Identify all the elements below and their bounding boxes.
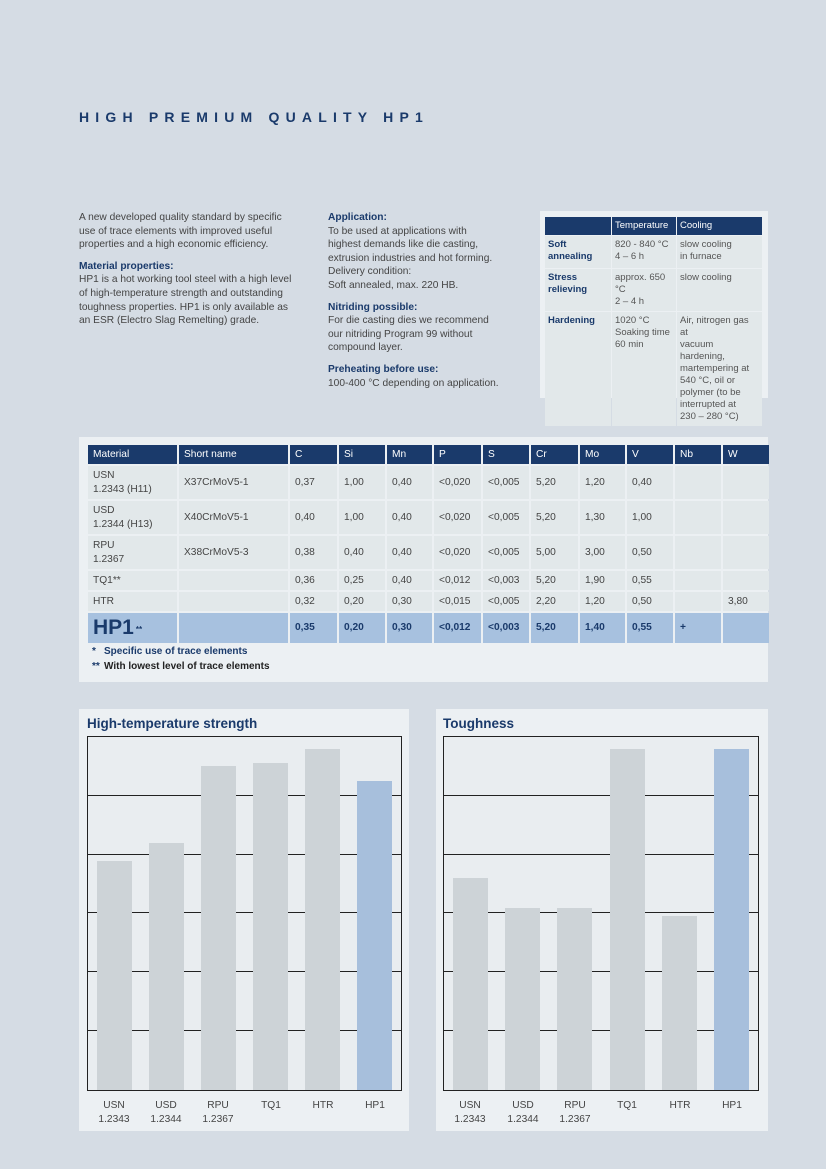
toughness-chart-plot [443, 736, 759, 1091]
strength-gridline [88, 971, 401, 972]
composition-cell: 0,40 [290, 501, 337, 534]
table-row [545, 236, 762, 268]
composition-header-cell: C [290, 445, 337, 464]
composition-table [86, 443, 771, 645]
composition-cell: <0,020 [434, 501, 481, 534]
intro-text: A new developed quality standard by specific use of trace elements with improved useful properties and a high economic efficiency. [79, 212, 282, 251]
strength-x-label: HTR [312, 1100, 334, 1111]
toughness-bar-usn [453, 878, 488, 1090]
composition-cell: 2,20 [531, 592, 578, 611]
hp1-row [88, 613, 769, 643]
composition-cell [675, 466, 721, 499]
toughness-x-label: RPU 1.2367 [559, 1100, 591, 1125]
toughness-bar-usd [505, 908, 540, 1090]
strength-gridline [88, 912, 401, 913]
composition-cell: RPU 1.2367 [88, 536, 177, 569]
composition-cell [179, 592, 288, 611]
toughness-bar-htr [662, 916, 697, 1090]
composition-cell: 0,40 [339, 536, 385, 569]
composition-cell [675, 571, 721, 590]
composition-cell: 3,80 [723, 592, 769, 611]
toughness-gridline [444, 971, 758, 972]
heat-treatment-row-label: Hardening [545, 312, 611, 426]
table-row [88, 536, 769, 569]
heat-treatment-header-row [545, 217, 762, 235]
toughness-gridline [444, 912, 758, 913]
preheating-heading: Preheating before use: [328, 363, 439, 375]
composition-cell: <0,005 [483, 501, 529, 534]
footnote-text: Specific use of trace elements [104, 646, 248, 657]
composition-header-cell: V [627, 445, 673, 464]
composition-cell: <0,005 [483, 592, 529, 611]
composition-cell: 1,20 [580, 466, 625, 499]
strength-gridline [88, 795, 401, 796]
composition-cell: 0,20 [339, 592, 385, 611]
heat-treatment-header-cell: Temperature [612, 217, 676, 235]
composition-cell: 0,37 [290, 466, 337, 499]
strength-x-label: HP1 [365, 1100, 385, 1111]
strength-bar-usd [149, 843, 184, 1090]
composition-header-cell: Material [88, 445, 177, 464]
hp1-cell: <0,003 [483, 613, 529, 643]
table-row [88, 592, 769, 611]
composition-header-cell: S [483, 445, 529, 464]
strength-bar-tq1 [253, 763, 288, 1090]
composition-cell: TQ1** [88, 571, 177, 590]
footnote-1 [92, 646, 247, 657]
hp1-name-mark: ** [135, 625, 143, 634]
toughness-x-label: USD 1.2344 [507, 1100, 539, 1125]
heat-treatment-row-label: Stress relieving [545, 269, 611, 311]
toughness-x-label: TQ1 [617, 1100, 637, 1111]
strength-gridline [88, 1030, 401, 1031]
composition-cell: 1,90 [580, 571, 625, 590]
table-row [545, 312, 762, 426]
hp1-cell: + [675, 613, 721, 643]
toughness-x-label: HP1 [722, 1100, 742, 1111]
composition-cell: <0,015 [434, 592, 481, 611]
composition-header-cell: Cr [531, 445, 578, 464]
strength-bar-rpu [201, 766, 236, 1090]
toughness-x-label: HTR [669, 1100, 691, 1111]
composition-cell: HTR [88, 592, 177, 611]
composition-cell: 5,20 [531, 501, 578, 534]
heat-treatment-table [544, 216, 763, 427]
composition-cell [675, 592, 721, 611]
toughness-bar-rpu [557, 908, 592, 1090]
composition-header-cell: Si [339, 445, 385, 464]
table-row [545, 269, 762, 311]
composition-cell: <0,020 [434, 466, 481, 499]
strength-x-label: TQ1 [261, 1100, 281, 1111]
composition-body [88, 466, 769, 643]
composition-cell: 1,00 [339, 466, 385, 499]
hp1-cell: 0,30 [387, 613, 432, 643]
composition-cell: 1,00 [339, 501, 385, 534]
composition-cell: 1,00 [627, 501, 673, 534]
composition-cell: 0,55 [627, 571, 673, 590]
composition-cell [179, 571, 288, 590]
page-title: HIGH PREMIUM QUALITY HP1 [79, 109, 430, 125]
table-row [88, 571, 769, 590]
composition-cell: 1,20 [580, 592, 625, 611]
toughness-bar-hp1 [714, 749, 749, 1090]
heat-treatment-row-label: Soft annealing [545, 236, 611, 268]
hp1-cell: 0,35 [290, 613, 337, 643]
heat-treatment-header-cell [545, 217, 611, 235]
composition-cell: 3,00 [580, 536, 625, 569]
composition-cell [723, 536, 769, 569]
hp1-cell: 0,20 [339, 613, 385, 643]
material-properties-heading: Material properties: [79, 260, 174, 272]
composition-cell: 0,36 [290, 571, 337, 590]
table-row [88, 501, 769, 534]
strength-gridline [88, 854, 401, 855]
composition-cell: 0,30 [387, 592, 432, 611]
heat-treatment-temperature: 1020 °C Soaking time 60 min [612, 312, 676, 426]
intro-column [79, 211, 304, 328]
composition-cell: 5,00 [531, 536, 578, 569]
composition-cell: 0,38 [290, 536, 337, 569]
composition-cell: 0,50 [627, 536, 673, 569]
footnote-mark: * [92, 646, 96, 657]
composition-header-cell: W [723, 445, 769, 464]
toughness-gridline [444, 795, 758, 796]
composition-cell: 0,40 [387, 536, 432, 569]
toughness-gridline [444, 1030, 758, 1031]
hp1-cell [723, 613, 769, 643]
strength-bar-htr [305, 749, 340, 1090]
composition-cell [723, 571, 769, 590]
hp1-cell: 5,20 [531, 613, 578, 643]
composition-cell: USD 1.2344 (H13) [88, 501, 177, 534]
material-properties-text: HP1 is a hot working tool steel with a high level of high-temperature strength and outstanding toughness properties. HP1 is only available as an ESR (Electro Slag Remelting) grade. [79, 274, 292, 327]
composition-cell: USN 1.2343 (H11) [88, 466, 177, 499]
composition-header-cell: Short name [179, 445, 288, 464]
strength-x-label: USN 1.2343 [98, 1100, 130, 1125]
strength-x-label: RPU 1.2367 [202, 1100, 234, 1125]
footnote-mark: ** [92, 661, 100, 672]
strength-bar-usn [97, 861, 132, 1090]
composition-cell: <0,005 [483, 466, 529, 499]
composition-cell: 0,50 [627, 592, 673, 611]
composition-cell: <0,005 [483, 536, 529, 569]
composition-cell: 0,40 [387, 466, 432, 499]
composition-cell: X37CrMoV5-1 [179, 466, 288, 499]
composition-cell: <0,020 [434, 536, 481, 569]
composition-header-cell: Mo [580, 445, 625, 464]
composition-cell: <0,012 [434, 571, 481, 590]
composition-cell: <0,003 [483, 571, 529, 590]
composition-header-cell: Nb [675, 445, 721, 464]
composition-cell: 5,20 [531, 466, 578, 499]
composition-cell [723, 466, 769, 499]
composition-header-cell: Mn [387, 445, 432, 464]
toughness-x-label: USN 1.2343 [454, 1100, 486, 1125]
hp1-cell: <0,012 [434, 613, 481, 643]
table-row [88, 466, 769, 499]
hp1-cell: 0,55 [627, 613, 673, 643]
composition-cell: X40CrMoV5-1 [179, 501, 288, 534]
preheating-text: 100-400 °C depending on application. [328, 377, 499, 389]
application-heading: Application: [328, 212, 387, 223]
heat-treatment-header-cell: Cooling [677, 217, 762, 235]
composition-cell [675, 501, 721, 534]
composition-cell: 0,40 [387, 571, 432, 590]
composition-cell: 0,32 [290, 592, 337, 611]
footnote-2 [92, 661, 270, 672]
application-column [328, 211, 528, 390]
strength-chart-title: High-temperature strength [87, 716, 258, 731]
application-text: To be used at applications with highest demands like die casting, extrusion industries and hot forming. Delivery condition: Soft annealed, max. 220 HB. [328, 225, 493, 291]
composition-header-cell: P [434, 445, 481, 464]
footnote-text: With lowest level of trace elements [104, 661, 270, 672]
composition-cell: 0,40 [627, 466, 673, 499]
composition-cell [675, 536, 721, 569]
composition-cell: X38CrMoV5-3 [179, 536, 288, 569]
composition-cell: 1,30 [580, 501, 625, 534]
strength-chart-plot [87, 736, 402, 1091]
hp1-cell: 1,40 [580, 613, 625, 643]
heat-treatment-cooling: slow cooling in furnace [677, 236, 762, 268]
nitriding-heading: Nitriding possible: [328, 301, 418, 313]
toughness-chart-title: Toughness [443, 716, 515, 731]
hp1-name-cell [88, 613, 177, 643]
hp1-cell [179, 613, 288, 643]
heat-treatment-temperature: 820 - 840 °C 4 – 6 h [612, 236, 676, 268]
heat-treatment-cooling: Air, nitrogen gas at vacuum hardening, martempering at 540 °C, oil or polymer (to be interrupted at 230 – 280 °C) [677, 312, 762, 426]
toughness-gridline [444, 854, 758, 855]
heat-treatment-cooling: slow cooling [677, 269, 762, 311]
toughness-bar-tq1 [610, 749, 645, 1090]
composition-header-row [88, 445, 769, 464]
strength-bar-hp1 [357, 781, 392, 1090]
composition-cell: 0,40 [387, 501, 432, 534]
composition-cell [723, 501, 769, 534]
strength-x-label: USD 1.2344 [150, 1100, 182, 1125]
composition-cell: 0,25 [339, 571, 385, 590]
heat-treatment-temperature: approx. 650 °C 2 – 4 h [612, 269, 676, 311]
composition-cell: 5,20 [531, 571, 578, 590]
hp1-name: HP1 [93, 616, 134, 639]
nitriding-text: For die casting dies we recommend our nitriding Program 99 without compound layer. [328, 315, 489, 354]
